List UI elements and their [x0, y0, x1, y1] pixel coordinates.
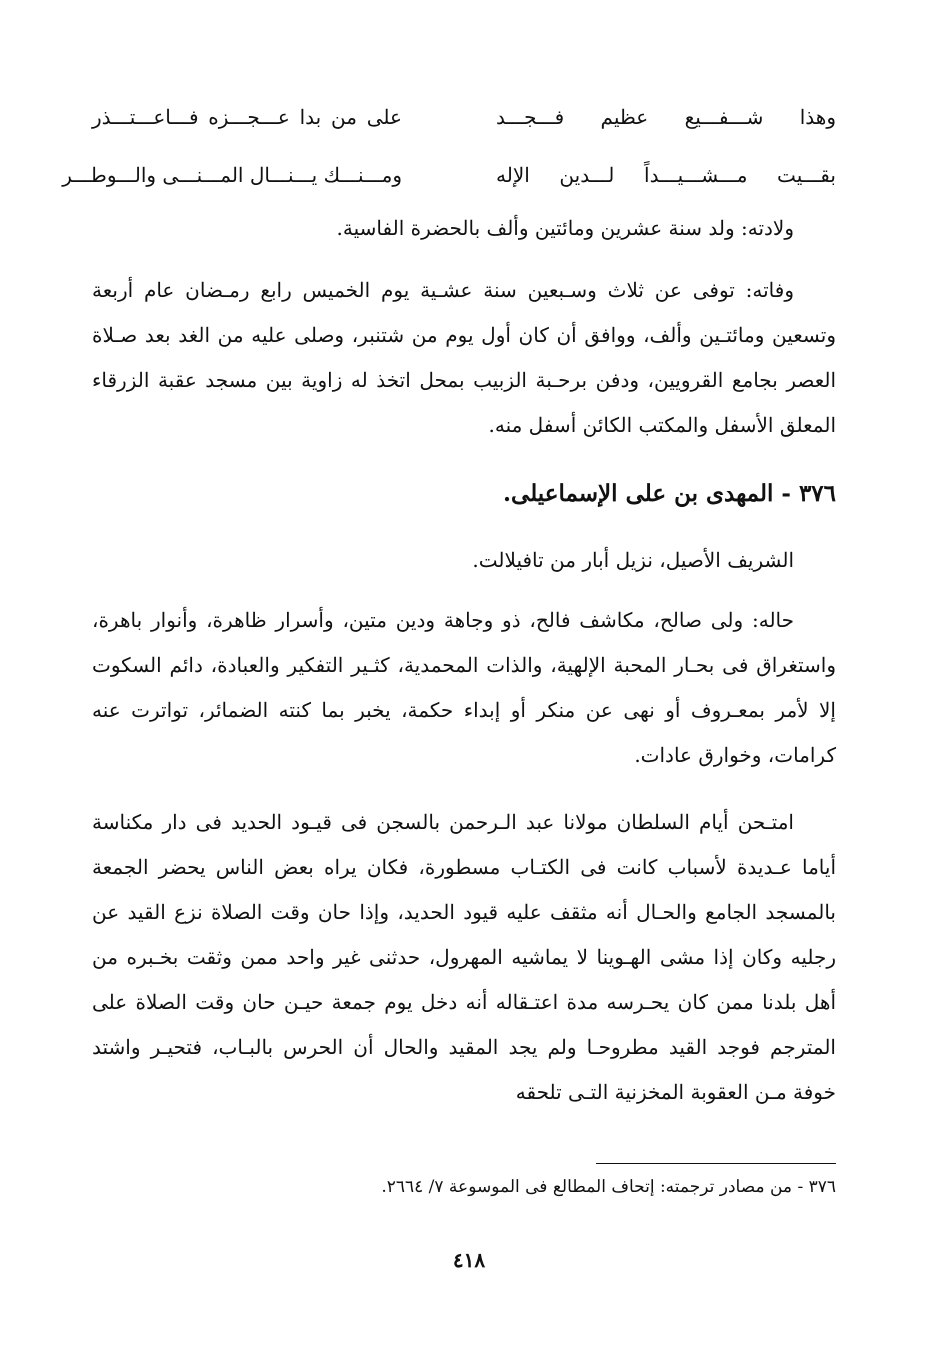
birth-label: ولادته:	[741, 216, 794, 240]
entry-state-paragraph	[92, 598, 836, 778]
entry-heading: ٣٧٦ - المهدى بن على الإسماعيلى.	[503, 480, 836, 507]
page-number: ٤١٨	[452, 1248, 486, 1272]
death-label: وفاته:	[745, 278, 794, 302]
entry-story-paragraph	[92, 800, 836, 1115]
death-paragraph	[92, 268, 836, 448]
verse-first-hemistich: بقـــيت مـــشـــيـــداً لـــدين الإله	[496, 163, 836, 187]
story-text: امتـحن أيام السلطان مولانا عبد الـرحمن بالسجن فى قيـود الحديد فى دار مكناسة أياما عـديدة لأسباب كانت فى الكتـاب مسطورة، فكان يراه بعض الناس يحضر الجمعة بالمسجد الجامع والحـال أنه مثقف عليه قيود الحديد، وإذا حان وقت الصلاة نزع القيد عن رجليه وكان إذا مشى الهـوينا لا يماشيه المهرول، حدثنى غير واحد ممن وثقت بخـبره من أهل بلدنا ممن كان يحـرسه مدة اعتـقاله أنه دخل يوم جمعة حيـن حان وقت الصلاة على المترجم فوجد القيد مطروحـا ولم يجد المقيد والحال أن الحرس بالبـاب، فتحيـر واشتد خوفة مـن العقوبة المخزنية التـى تلحقه	[92, 810, 836, 1104]
birth-paragraph	[92, 206, 836, 251]
entry-intro-paragraph	[92, 538, 836, 583]
poem-verses	[62, 88, 836, 204]
verse-line	[62, 146, 836, 204]
footnote-divider	[596, 1163, 836, 1164]
state-text: ولى صالح، مكاشف فالح، ذو وجاهة ودين متين، وأسرار ظاهرة، وأنوار باهرة، واستغراق فى بحـار المحبة الإلهية، والذات المحمدية، كثـير التفكير والعبادة، دائم السكوت إلا لأمر بمعـروف أو نهى عن منكر أو إبداء حكمة، يخبر بما كنته الضمائر، تواترت عنه كرامات، وخوارق عادات.	[92, 608, 836, 767]
verse-first-hemistich: وهذا شـــفـــيع عظيم فـــجـــد	[496, 105, 836, 129]
verse-second-hemistich: على من بدا عـــجـــزه فـــاعـــتـــذر	[92, 105, 402, 129]
verse-line	[92, 88, 836, 146]
footnote: ٣٧٦ - من مصادر ترجمته: إتحاف المطالع فى الموسوعة ٧/ ٢٦٦٤.	[381, 1177, 836, 1197]
entry-intro-text: الشريف الأصيل، نزيل أبار من تافيلالت.	[472, 548, 794, 572]
birth-text: ولد سنة عشرين ومائتين وألف بالحضرة الفاسية.	[336, 216, 735, 240]
death-text: توفى عن ثلاث وسـبعين سنة عشـية يوم الخميس رابع رمـضان عام أربعة وتسعين ومائتـين وألف، ووافق أن كان أول يوم من شتنبر، وصلى عليه من الغد بعد صـلاة العصر بجامع القرويين، ودفن برحـبة الزبيب بمحل اتخذ له زاوية بين مسجد عقبة الزرقاء المعلق الأسفل والمكتب الكائن أسفل منه.	[92, 278, 836, 437]
state-label: حاله:	[752, 608, 795, 632]
verse-second-hemistich: ومـــنـــك يـــنـــال المـــنـــى والـــوطـــر	[62, 163, 402, 187]
